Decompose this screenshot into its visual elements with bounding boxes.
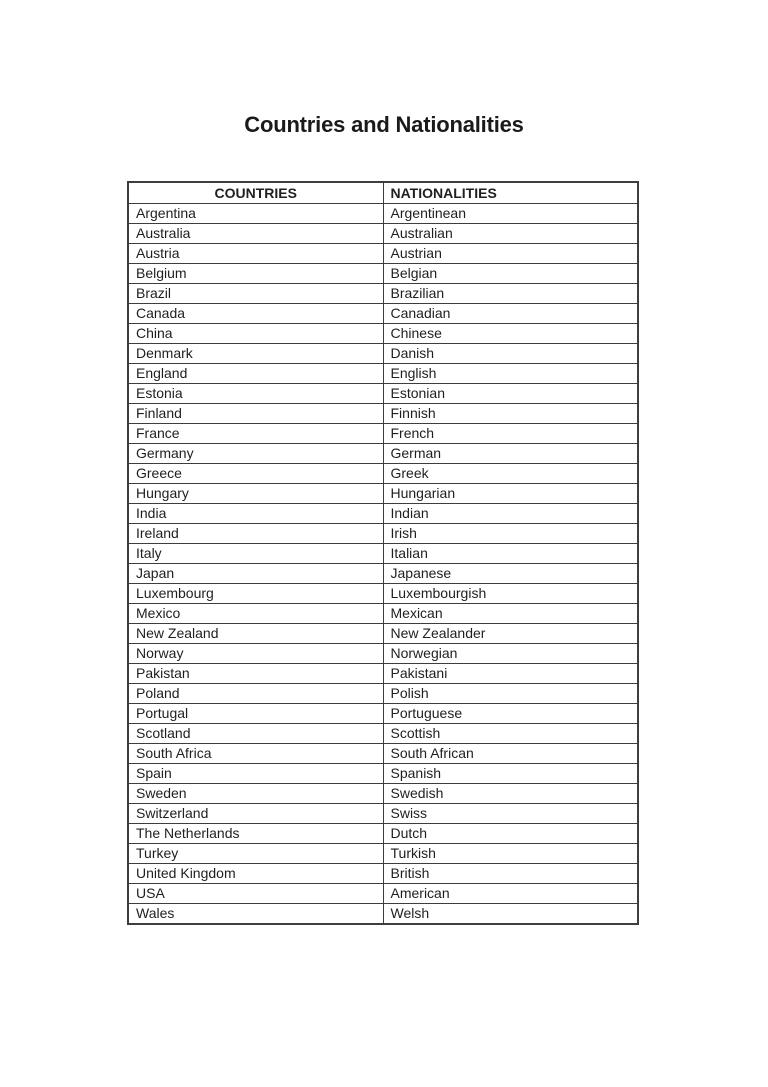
country-cell: Mexico xyxy=(128,604,383,624)
table-row xyxy=(128,844,638,864)
table-row xyxy=(128,284,638,304)
country-cell: New Zealand xyxy=(128,624,383,644)
country-cell: Belgium xyxy=(128,264,383,284)
country-cell: The Netherlands xyxy=(128,824,383,844)
nationality-cell: German xyxy=(383,444,638,464)
nationality-cell: Mexican xyxy=(383,604,638,624)
nationality-cell: Luxembourgish xyxy=(383,584,638,604)
table-row xyxy=(128,384,638,404)
column-header-countries: COUNTRIES xyxy=(128,182,383,204)
country-cell: Estonia xyxy=(128,384,383,404)
country-cell: India xyxy=(128,504,383,524)
table-row xyxy=(128,524,638,544)
table-row xyxy=(128,744,638,764)
table-row xyxy=(128,204,638,224)
table-row xyxy=(128,564,638,584)
country-cell: Spain xyxy=(128,764,383,784)
nationality-cell: Estonian xyxy=(383,384,638,404)
table-row xyxy=(128,544,638,564)
table-row xyxy=(128,224,638,244)
nationality-cell: French xyxy=(383,424,638,444)
nationality-cell: South African xyxy=(383,744,638,764)
table-row xyxy=(128,464,638,484)
nationality-cell: Argentinean xyxy=(383,204,638,224)
table-row xyxy=(128,784,638,804)
nationality-cell: Turkish xyxy=(383,844,638,864)
country-cell: USA xyxy=(128,884,383,904)
table-row xyxy=(128,804,638,824)
country-cell: Scotland xyxy=(128,724,383,744)
nationality-cell: Danish xyxy=(383,344,638,364)
table-row xyxy=(128,824,638,844)
nationality-cell: Portuguese xyxy=(383,704,638,724)
table-row xyxy=(128,704,638,724)
nationality-cell: Finnish xyxy=(383,404,638,424)
table-row xyxy=(128,604,638,624)
table-row xyxy=(128,584,638,604)
nationality-cell: Polish xyxy=(383,684,638,704)
country-cell: Ireland xyxy=(128,524,383,544)
table-row xyxy=(128,304,638,324)
country-cell: Hungary xyxy=(128,484,383,504)
country-cell: Brazil xyxy=(128,284,383,304)
country-cell: France xyxy=(128,424,383,444)
nationality-cell: Swedish xyxy=(383,784,638,804)
nationality-cell: Spanish xyxy=(383,764,638,784)
nationality-cell: Hungarian xyxy=(383,484,638,504)
nationality-cell: Japanese xyxy=(383,564,638,584)
country-cell: Japan xyxy=(128,564,383,584)
header-row xyxy=(128,182,638,204)
column-header-nationalities: NATIONALITIES xyxy=(383,182,638,204)
country-cell: Wales xyxy=(128,904,383,925)
nationality-cell: Welsh xyxy=(383,904,638,925)
table-row xyxy=(128,404,638,424)
table-row xyxy=(128,724,638,744)
table-row xyxy=(128,624,638,644)
country-cell: Germany xyxy=(128,444,383,464)
country-cell: Argentina xyxy=(128,204,383,224)
nationality-cell: Greek xyxy=(383,464,638,484)
country-cell: Luxembourg xyxy=(128,584,383,604)
nationality-cell: Scottish xyxy=(383,724,638,744)
nationality-cell: Dutch xyxy=(383,824,638,844)
country-cell: Sweden xyxy=(128,784,383,804)
table-row xyxy=(128,344,638,364)
country-cell: United Kingdom xyxy=(128,864,383,884)
country-cell: Norway xyxy=(128,644,383,664)
nationality-cell: Chinese xyxy=(383,324,638,344)
nationality-cell: American xyxy=(383,884,638,904)
table-row xyxy=(128,444,638,464)
country-cell: Austria xyxy=(128,244,383,264)
nationality-cell: Canadian xyxy=(383,304,638,324)
document-title: Countries and Nationalities xyxy=(244,112,524,137)
table-row xyxy=(128,504,638,524)
nationality-cell: Brazilian xyxy=(383,284,638,304)
nationality-cell: Australian xyxy=(383,224,638,244)
country-cell: Finland xyxy=(128,404,383,424)
country-cell: Canada xyxy=(128,304,383,324)
nationality-cell: Austrian xyxy=(383,244,638,264)
country-cell: Switzerland xyxy=(128,804,383,824)
nationality-cell: Belgian xyxy=(383,264,638,284)
nationality-cell: Italian xyxy=(383,544,638,564)
country-cell: Pakistan xyxy=(128,664,383,684)
country-cell: Italy xyxy=(128,544,383,564)
table-row xyxy=(128,884,638,904)
table-row xyxy=(128,484,638,504)
country-cell: Turkey xyxy=(128,844,383,864)
table-row xyxy=(128,324,638,344)
table-row xyxy=(128,244,638,264)
table-row xyxy=(128,264,638,284)
country-cell: England xyxy=(128,364,383,384)
country-cell: Poland xyxy=(128,684,383,704)
table-header xyxy=(128,182,638,204)
table-row xyxy=(128,864,638,884)
table-row xyxy=(128,364,638,384)
table-row xyxy=(128,644,638,664)
country-cell: Denmark xyxy=(128,344,383,364)
country-cell: Portugal xyxy=(128,704,383,724)
country-cell: Australia xyxy=(128,224,383,244)
countries-nationalities-table xyxy=(127,181,639,925)
table-row xyxy=(128,424,638,444)
table-body xyxy=(128,204,638,925)
table-row xyxy=(128,764,638,784)
nationality-cell: New Zealander xyxy=(383,624,638,644)
nationality-cell: Indian xyxy=(383,504,638,524)
nationality-cell: Irish xyxy=(383,524,638,544)
nationality-cell: British xyxy=(383,864,638,884)
country-cell: Greece xyxy=(128,464,383,484)
table-row xyxy=(128,684,638,704)
nationality-cell: Norwegian xyxy=(383,644,638,664)
nationality-cell: Pakistani xyxy=(383,664,638,684)
nationality-cell: Swiss xyxy=(383,804,638,824)
nationality-cell: English xyxy=(383,364,638,384)
table-row xyxy=(128,904,638,925)
country-cell: South Africa xyxy=(128,744,383,764)
table-row xyxy=(128,664,638,684)
country-cell: China xyxy=(128,324,383,344)
